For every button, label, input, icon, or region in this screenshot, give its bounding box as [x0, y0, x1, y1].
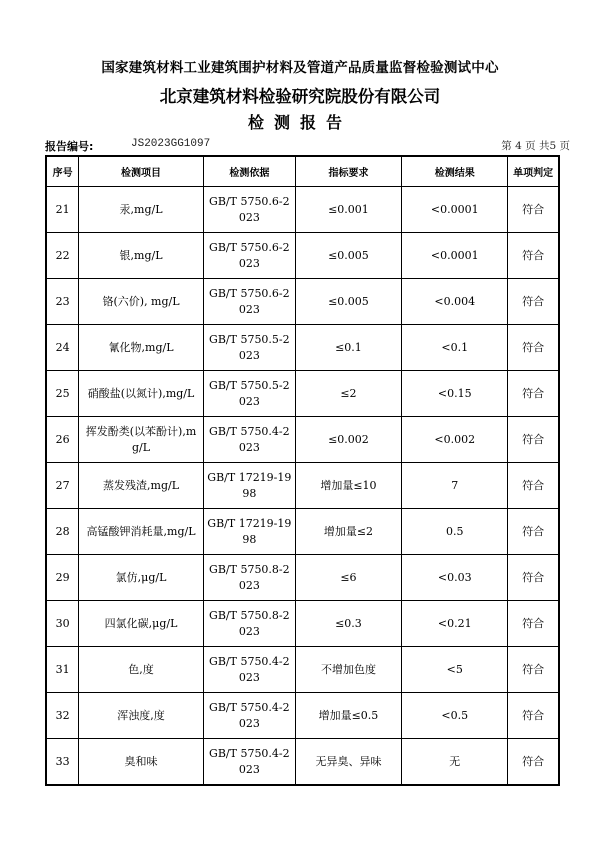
cell-requirement: 增加量≤10 — [295, 463, 401, 509]
table-row — [46, 601, 559, 647]
table-row — [46, 693, 559, 739]
cell-result: 7 — [402, 463, 508, 509]
cell-no: 28 — [46, 509, 79, 555]
cell-verdict: 符合 — [508, 693, 559, 739]
cell-basis: GB/T 5750.6-2023 — [203, 233, 295, 279]
cell-no: 31 — [46, 647, 79, 693]
cell-no: 25 — [46, 371, 79, 417]
cell-requirement: ≤6 — [295, 555, 401, 601]
institution-name: 国家建筑材料工业建筑围护材料及管道产品质量监督检验测试中心 — [101, 60, 499, 76]
cell-no: 29 — [46, 555, 79, 601]
table-row — [46, 279, 559, 325]
cell-item: 色,度 — [79, 647, 204, 693]
report-number-label: 报告编号: — [45, 140, 94, 153]
col-header-requirement: 指标要求 — [295, 156, 401, 187]
cell-result: <0.03 — [402, 555, 508, 601]
cell-result: <0.0001 — [402, 187, 508, 233]
results-table — [45, 155, 560, 786]
cell-no: 21 — [46, 187, 79, 233]
cell-result: <0.21 — [402, 601, 508, 647]
table-row — [46, 325, 559, 371]
cell-result: <0.004 — [402, 279, 508, 325]
cell-item: 汞,mg/L — [79, 187, 204, 233]
cell-basis: GB/T 5750.6-2023 — [203, 187, 295, 233]
cell-basis: GB/T 5750.5-2023 — [203, 325, 295, 371]
cell-basis: GB/T 5750.6-2023 — [203, 279, 295, 325]
table-row — [46, 417, 559, 463]
cell-basis: GB/T 5750.8-2023 — [203, 555, 295, 601]
table-row — [46, 509, 559, 555]
cell-verdict: 符合 — [508, 739, 559, 786]
cell-requirement: 增加量≤0.5 — [295, 693, 401, 739]
cell-result: <0.002 — [402, 417, 508, 463]
cell-result: 0.5 — [402, 509, 508, 555]
cell-no: 32 — [46, 693, 79, 739]
cell-basis: GB/T 5750.4-2023 — [203, 647, 295, 693]
col-header-result: 检测结果 — [402, 156, 508, 187]
cell-requirement: ≤0.005 — [295, 233, 401, 279]
cell-verdict: 符合 — [508, 601, 559, 647]
cell-item: 浑浊度,度 — [79, 693, 204, 739]
cell-item: 铬(六价), mg/L — [79, 279, 204, 325]
cell-item: 硝酸盐(以氮计),mg/L — [79, 371, 204, 417]
cell-item: 蒸发残渣,mg/L — [79, 463, 204, 509]
cell-no: 27 — [46, 463, 79, 509]
cell-result: 无 — [402, 739, 508, 786]
table-row — [46, 463, 559, 509]
cell-verdict: 符合 — [508, 279, 559, 325]
cell-basis: GB/T 17219-1998 — [203, 509, 295, 555]
cell-result: <5 — [402, 647, 508, 693]
cell-verdict: 符合 — [508, 647, 559, 693]
page-title: 检测报告 — [247, 113, 352, 132]
table-row — [46, 233, 559, 279]
cell-basis: GB/T 17219-1998 — [203, 463, 295, 509]
cell-verdict: 符合 — [508, 233, 559, 279]
cell-verdict: 符合 — [508, 463, 559, 509]
company-name: 北京建筑材料检验研究院股份有限公司 — [159, 87, 441, 106]
cell-item: 高锰酸钾消耗量,mg/L — [79, 509, 204, 555]
cell-result: <0.1 — [402, 325, 508, 371]
cell-requirement: 无异臭、异味 — [295, 739, 401, 786]
cell-basis: GB/T 5750.4-2023 — [203, 417, 295, 463]
cell-result: <0.0001 — [402, 233, 508, 279]
cell-item: 臭和味 — [79, 739, 204, 786]
cell-requirement: ≤2 — [295, 371, 401, 417]
cell-requirement: 增加量≤2 — [295, 509, 401, 555]
cell-item: 挥发酚类(以苯酚计),mg/L — [79, 417, 204, 463]
table-row — [46, 647, 559, 693]
cell-verdict: 符合 — [508, 555, 559, 601]
cell-requirement: ≤0.3 — [295, 601, 401, 647]
report-number: JS2023GG1097 — [131, 138, 211, 150]
cell-basis: GB/T 5750.4-2023 — [203, 693, 295, 739]
cell-verdict: 符合 — [508, 417, 559, 463]
cell-result: <0.15 — [402, 371, 508, 417]
table-row — [46, 187, 559, 233]
cell-no: 33 — [46, 739, 79, 786]
cell-requirement: ≤0.1 — [295, 325, 401, 371]
cell-item: 四氯化碳,μg/L — [79, 601, 204, 647]
cell-no: 23 — [46, 279, 79, 325]
table-header-row — [46, 156, 559, 187]
col-header-basis: 检测依据 — [203, 156, 295, 187]
col-header-no: 序号 — [46, 156, 79, 187]
report-meta — [45, 138, 570, 152]
cell-verdict: 符合 — [508, 509, 559, 555]
page-indicator: 第 4 页 共5 页 — [501, 140, 570, 152]
cell-item: 银,mg/L — [79, 233, 204, 279]
cell-verdict: 符合 — [508, 187, 559, 233]
table-row — [46, 371, 559, 417]
table-row — [46, 555, 559, 601]
cell-no: 24 — [46, 325, 79, 371]
table-body — [46, 187, 559, 786]
cell-result: <0.5 — [402, 693, 508, 739]
cell-basis: GB/T 5750.4-2023 — [203, 739, 295, 786]
cell-verdict: 符合 — [508, 325, 559, 371]
cell-requirement: 不增加色度 — [295, 647, 401, 693]
cell-no: 26 — [46, 417, 79, 463]
cell-no: 22 — [46, 233, 79, 279]
cell-requirement: ≤0.005 — [295, 279, 401, 325]
cell-verdict: 符合 — [508, 371, 559, 417]
col-header-verdict: 单项判定 — [508, 156, 559, 187]
cell-item: 氰化物,mg/L — [79, 325, 204, 371]
cell-basis: GB/T 5750.5-2023 — [203, 371, 295, 417]
cell-no: 30 — [46, 601, 79, 647]
table-row — [46, 739, 559, 786]
cell-basis: GB/T 5750.8-2023 — [203, 601, 295, 647]
cell-requirement: ≤0.001 — [295, 187, 401, 233]
cell-requirement: ≤0.002 — [295, 417, 401, 463]
cell-item: 氯仿,μg/L — [79, 555, 204, 601]
col-header-item: 检测项目 — [79, 156, 204, 187]
